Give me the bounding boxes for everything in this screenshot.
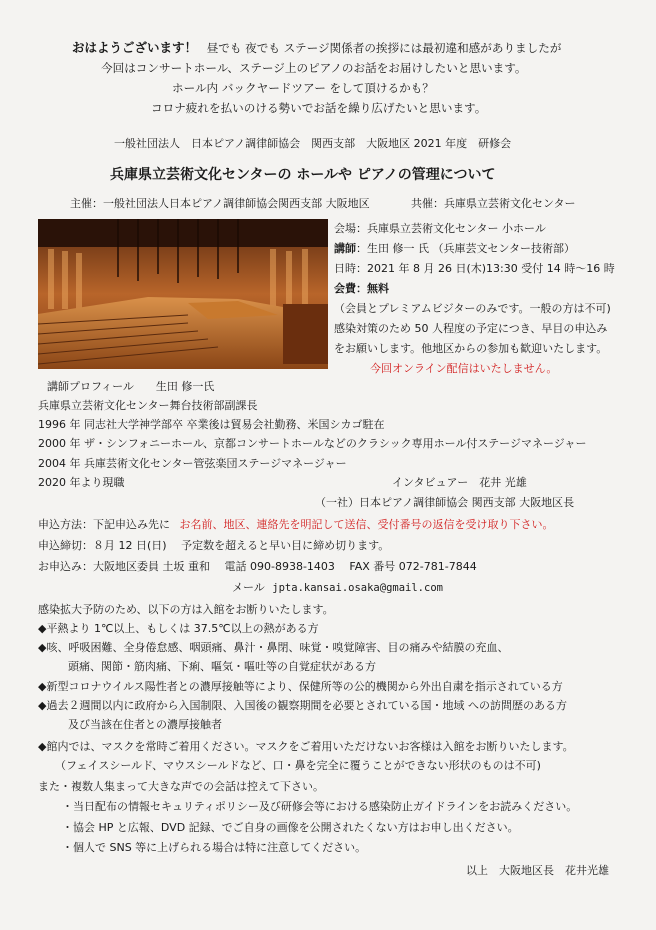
lecturer-value: ：生田 修一 氏 （兵庫芸文センター技術部） xyxy=(356,242,576,255)
greeting-line-1-text: 昼でも 夜でも ステージ関係者の挨拶には最初違和感がありましたが xyxy=(206,41,562,55)
email-label: メール xyxy=(232,581,265,594)
interviewer: インタビュアー 花井 光雄 xyxy=(392,476,527,489)
precaution-item: ・個人で SNS 等に上げられる場合は特に注意してください。 xyxy=(62,841,367,854)
profile-line-5: 2020 年より現職 xyxy=(38,476,125,489)
profile-line-3: 2000 年 ザ・シンフォニーホール、京都コンサートホールなどのクラシック専用ホール付ステージマネージャー xyxy=(38,437,587,450)
precaution-item: ◆館内では、マスクを常時ご着用ください。マスクをご着用いただけないお客様は入館をお断りいたします。 xyxy=(38,740,574,753)
precaution-item: ◆新型コロナウイルス陽性者との濃厚接触等により、保健所等の公的機関から外出自粛を指示されている方 xyxy=(38,680,563,693)
lecturer-line xyxy=(334,242,575,256)
application-contact: お申込み：大阪地区委員 土坂 重和 電話 090-8938-1403 FAX 番号 072-781-7844 xyxy=(38,560,477,573)
profile-line-4: 2004 年 兵庫芸術文化センター管弦楽団ステージマネージャー xyxy=(38,457,347,470)
host-line: 主催：一般社団法人日本ピアノ調律師協会関西支部 大阪地区 xyxy=(70,197,370,210)
datetime-line: 日時：2021 年 8 月 26 日(木)13:30 受付 14 時～16 時 xyxy=(334,262,615,275)
precaution-item: また・複数人集まって大きな声での会話は控えて下さい。 xyxy=(38,780,324,793)
event-title: 兵庫県立芸術文化センターの ホールや ピアノの管理について xyxy=(110,167,496,183)
venue-line: 会場：兵庫県立芸術文化センター 小ホール xyxy=(334,222,546,235)
lecturer-label: 講師 xyxy=(334,242,356,255)
greeting-line-4: コロナ疲れを払いのける勢いでお話を繰り広げたいと思います。 xyxy=(151,101,487,115)
association-line: （一社）日本ピアノ調律師協会 関西支部 大阪地区長 xyxy=(315,496,575,509)
no-online-notice: 今回オンライン配信はいたしません。 xyxy=(370,362,558,375)
cohost-line: 共催：兵庫県立芸術文化センター xyxy=(411,197,576,210)
greeting-line-1 xyxy=(72,41,561,55)
application-method-instructions: お名前、地区、連絡先を明記して送信、受付番号の返信を受け取り下さい。 xyxy=(179,518,554,531)
application-method xyxy=(38,518,554,532)
precaution-item: ◆平熱より 1℃以上、もしくは 37.5℃以上の熱がある方 xyxy=(38,622,319,635)
organization-line: 一般社団法人 日本ピアノ調律師協会 関西支部 大阪地区 2021 年度 研修会 xyxy=(114,137,512,150)
greeting-lead: おはようございます！ xyxy=(72,40,198,55)
precaution-item: ◆過去２週間以内に政府から入国制限、入国後の観察期間を必要とされている国・地域 への訪問歴のある方 xyxy=(38,699,567,712)
fee-value: ：無料 xyxy=(356,282,389,295)
concert-hall-photo xyxy=(38,219,328,369)
precaution-item: ・協会 HP と広報、DVD 記録、でご自身の画像を公開されたくない方はお申し出ください。 xyxy=(62,821,519,834)
precaution-item: 及び当該在住者との濃厚接触者 xyxy=(68,718,222,731)
precaution-item: ・当日配布の情報セキュリティポリシー及び研修会等における感染防止ガイドラインをお読みください。 xyxy=(62,800,578,813)
email-address[interactable]: jpta.kansai.osaka@gmail.com xyxy=(272,582,443,594)
precaution-item: ◆咳、呼吸困難、全身倦怠感、咽頭痛、鼻汁・鼻閉、味覚・嗅覚障害、目の痛みや結膜の充血、 xyxy=(38,641,509,654)
profile-heading: 講師プロフィール 生田 修一氏 xyxy=(47,380,215,393)
greeting-line-2: 今回はコンサートホール、ステージ上のピアノのお話をお届けしたいと思います。 xyxy=(101,61,527,75)
precaution-item: （フェイスシールド、マウスシールドなど、口・鼻を完全に覆うことができない形状のものは不可) xyxy=(55,759,541,772)
fee-note: （会員とプレミアムビジターのみです。一般の方は不可) xyxy=(334,302,611,315)
fee-line xyxy=(334,282,389,296)
closing-signature: 以上 大阪地区長 花井光雄 xyxy=(466,864,609,877)
precautions-intro: 感染拡大予防のため、以下の方は入館をお断りいたします。 xyxy=(38,603,334,616)
email-line xyxy=(232,581,443,595)
request-note: をお願いします。他地区からの参加も歓迎いたします。 xyxy=(334,342,608,355)
greeting-line-3: ホール内 バックヤードツアー をして頂けるかも？ xyxy=(172,81,434,95)
fee-label: 会費 xyxy=(334,282,356,295)
capacity-note: 感染対策のため 50 人程度の予定につき、早目の申込み xyxy=(334,322,608,335)
application-deadline: 申込締切：８月 12 日(日) 予定数を超えると早い目に締め切ります。 xyxy=(38,539,390,552)
precaution-item: 頭痛、関節・筋肉痛、下痢、嘔気・嘔吐等の自覚症状がある方 xyxy=(68,660,376,673)
profile-line-2: 1996 年 同志社大学神学部卒 卒業後は貿易会社勤務、米国シカゴ駐在 xyxy=(38,418,385,431)
profile-line-1: 兵庫県立芸術文化センター舞台技術部副課長 xyxy=(38,399,258,412)
application-method-label: 申込方法：下記申込み先に xyxy=(38,518,170,531)
